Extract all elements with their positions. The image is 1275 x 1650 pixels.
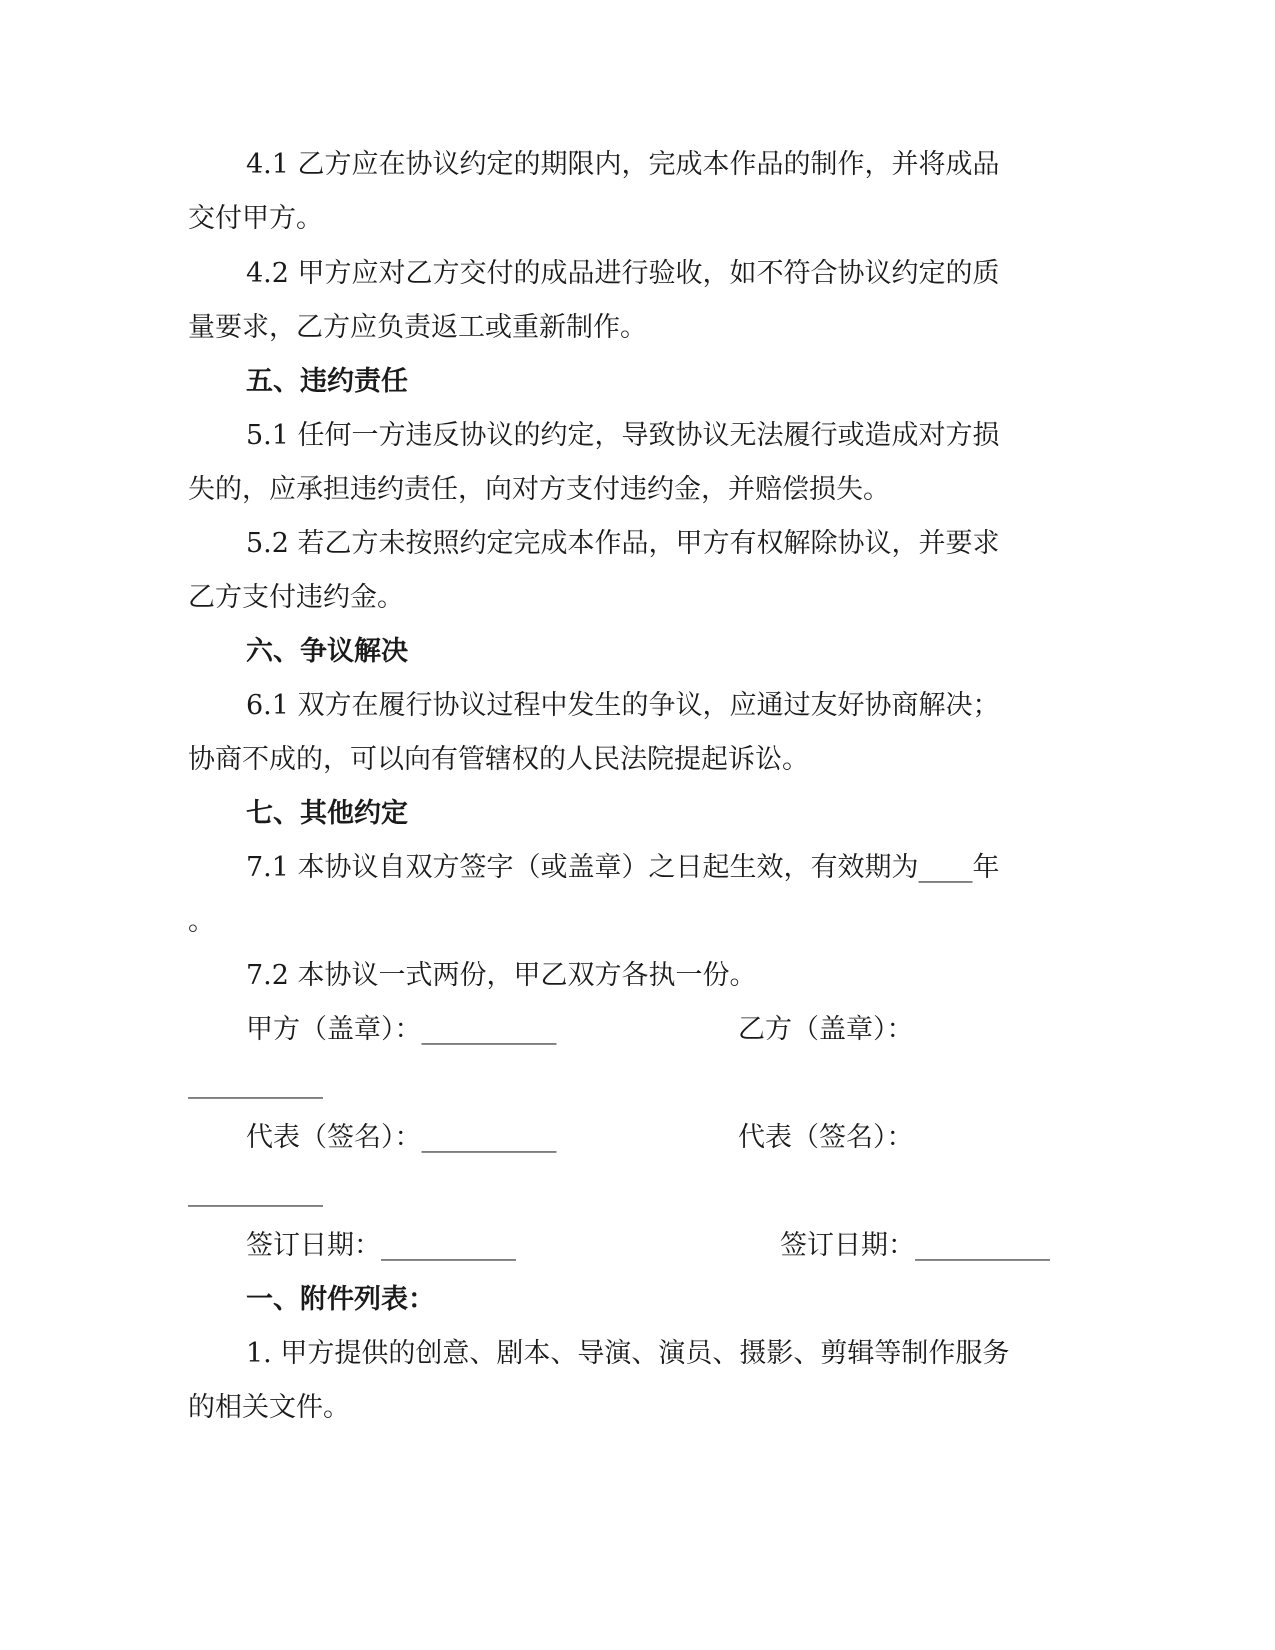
party-b-rep-field: 代表（签名）： (738, 1122, 914, 1153)
clause-4-1-line2: 交付甲方。 (188, 203, 323, 234)
clause-7-1-line1: 7.1 本协议自双方签字（或盖章）之日起生效，有效期为____年 (246, 852, 1000, 883)
clause-7-1-line2: 。 (188, 906, 215, 937)
clause-7-2: 7.2 本协议一式两份，甲乙双方各执一份。 (246, 960, 757, 991)
clause-4-2-line2: 量要求，乙方应负责返工或重新制作。 (188, 312, 647, 343)
clause-5-1-line2: 失的，应承担违约责任，向对方支付违约金，并赔偿损失。 (188, 474, 890, 505)
party-a-seal-field: 甲方（盖章）：__________ (246, 1014, 557, 1045)
clause-6-1-line2: 协商不成的，可以向有管辖权的人民法院提起诉讼。 (188, 744, 809, 775)
party-b-seal-field: 乙方（盖章）： (738, 1014, 914, 1045)
clause-4-1-line1: 4.1 乙方应在协议约定的期限内，完成本作品的制作，并将成品 (246, 149, 1000, 180)
clause-4-2-line1: 4.2 甲方应对乙方交付的成品进行验收，如不符合协议约定的质 (246, 258, 1000, 289)
clause-5-2-line2: 乙方支付违约金。 (188, 582, 404, 613)
section-5-heading: 五、违约责任 (246, 366, 408, 397)
party-b-seal-blank: __________ (188, 1068, 323, 1099)
attachments-heading: 一、附件列表： (246, 1284, 435, 1315)
party-a-date-field: 签订日期：__________ (246, 1230, 516, 1261)
section-7-heading: 七、其他约定 (246, 798, 408, 829)
attachment-1-line2: 的相关文件。 (188, 1392, 350, 1423)
party-a-rep-field: 代表（签名）：__________ (246, 1122, 557, 1153)
section-6-heading: 六、争议解决 (246, 636, 408, 667)
clause-5-1-line1: 5.1 任何一方违反协议的约定，导致协议无法履行或造成对方损 (246, 420, 1000, 451)
clause-6-1-line1: 6.1 双方在履行协议过程中发生的争议，应通过友好协商解决； (246, 690, 1000, 721)
attachment-1-line1: 1. 甲方提供的创意、剧本、导演、演员、摄影、剪辑等制作服务 (246, 1338, 1010, 1369)
clause-5-2-line1: 5.2 若乙方未按照约定完成本作品，甲方有权解除协议，并要求 (246, 528, 1000, 559)
party-b-date-field: 签订日期：__________ (780, 1230, 1050, 1261)
party-b-rep-blank: __________ (188, 1176, 323, 1207)
